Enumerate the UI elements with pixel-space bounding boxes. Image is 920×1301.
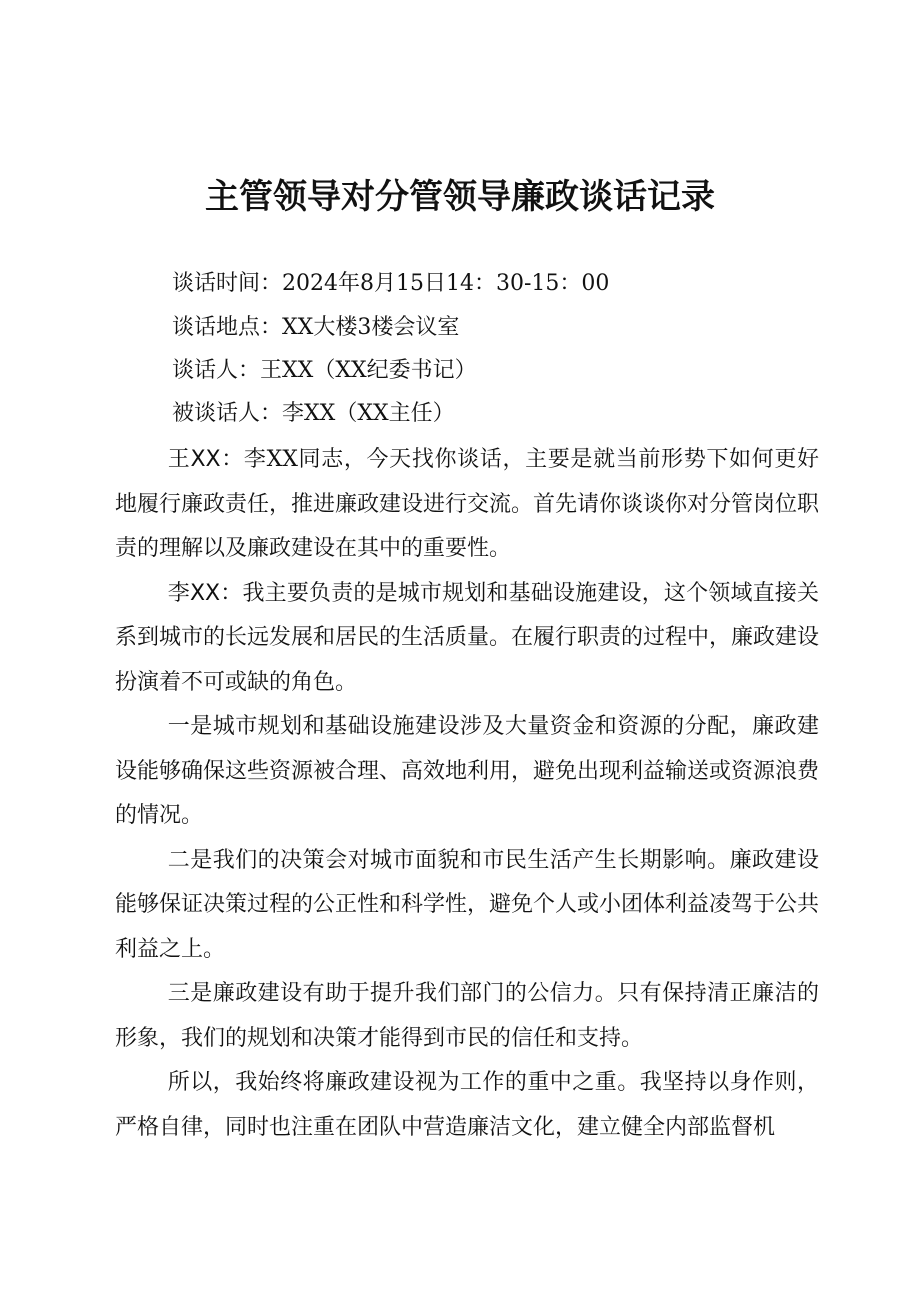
speaker-label: 李XX：: [167, 580, 243, 606]
meta-label: 被谈话人：: [172, 401, 283, 426]
speaker-label: 王XX：: [167, 447, 244, 472]
meta-label: 谈话时间：: [172, 271, 283, 296]
meta-value: XX大楼3楼会议室: [282, 315, 460, 340]
paragraph-text: 三是廉政建设有助于提升我们部门的公信力。只有保持清正廉洁的形象，我们的规划和决策才能得到市民的信任和支持。: [115, 981, 819, 1051]
body-paragraph: [115, 839, 819, 973]
paragraph-text: 一是城市规划和基础设施建设涉及大量资金和资源的分配，廉政建设能够确保这些资源被合理、高效地利用，避免出现利益输送或资源浪费的情况。: [115, 714, 820, 828]
meta-talk-location: [172, 314, 822, 342]
document-title: 主管领导对分管领导廉政谈话记录: [205, 177, 715, 217]
body-paragraph: [115, 972, 819, 1061]
paragraph-text: 二是我们的决策会对城市面貌和市民生活产生长期影响。廉政建设能够保证决策过程的公正性和科学性，避免个人或小团体利益凌驾于公共利益之上。: [115, 847, 820, 962]
meta-label: 谈话人：: [172, 358, 261, 383]
meta-interviewer: [172, 357, 822, 385]
document-body: [115, 438, 819, 1150]
body-paragraph: [115, 438, 819, 572]
meta-value: 王XX（XX纪委书记）: [260, 358, 477, 383]
paragraph-text: 李XX同志，今天找你谈话，主要是就当前形势下如何更好地履行廉政责任，推进廉政建设进行交流。首先请你谈谈你对分管岗位职责的理解以及廉政建设在其中的重要性。: [115, 447, 820, 561]
meta-value: 李XX（XX主任）: [282, 401, 455, 426]
body-paragraph: [115, 1061, 819, 1150]
body-paragraph: [115, 572, 819, 706]
paragraph-text: 所以，我始终将廉政建设视为工作的重中之重。我坚持以身作则，严格自律，同时也注重在团队中营造廉洁文化，建立健全内部监督机: [115, 1070, 819, 1140]
meta-talk-time: [172, 270, 822, 298]
meta-value: 2024年8月15日14：30-15：00: [282, 271, 610, 296]
body-paragraph: [115, 705, 819, 839]
paragraph-text: 我主要负责的是城市规划和基础设施建设，这个领域直接关系到城市的长远发展和居民的生活质量。在履行职责的过程中，廉政建设扮演着不可或缺的角色。: [115, 580, 820, 695]
meta-interviewee: [172, 400, 822, 428]
meta-label: 谈话地点：: [172, 315, 283, 340]
